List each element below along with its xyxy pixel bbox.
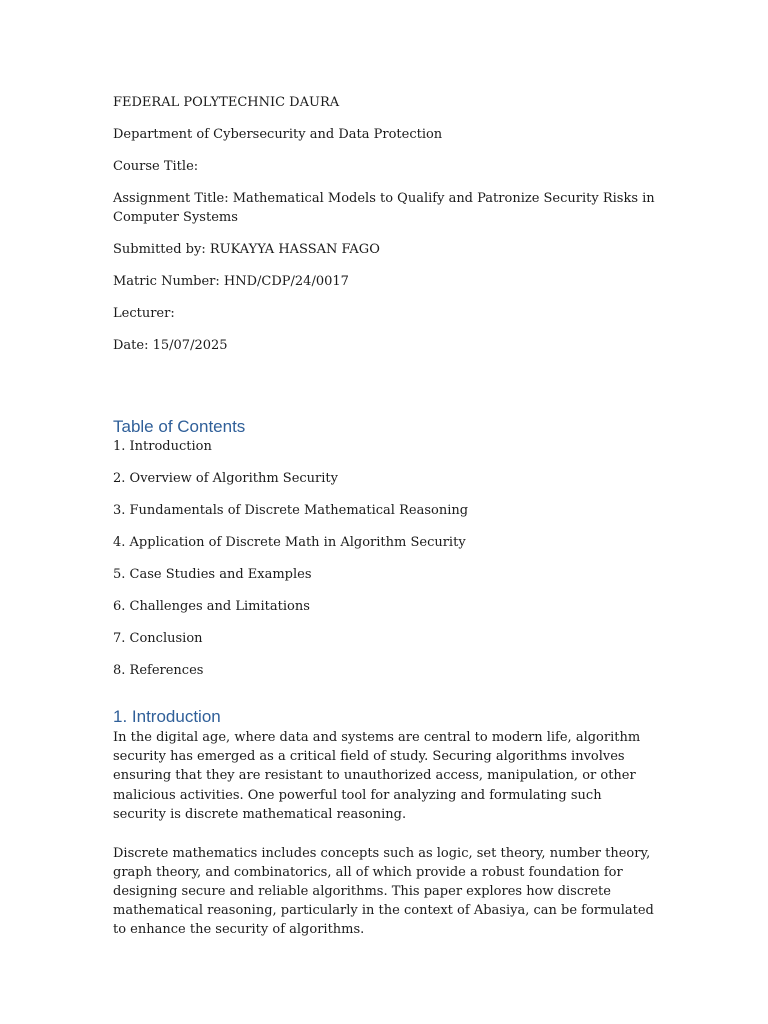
table-of-contents — [113, 416, 658, 681]
toc-item-overview: 2. Overview of Algorithm Security — [113, 470, 338, 486]
matric-number: Matric Number: HND/CDP/24/0017 — [113, 273, 349, 289]
toc-item-references: 8. References — [113, 662, 204, 678]
toc-item-fundamentals: 3. Fundamentals of Discrete Mathematical Reasoning — [113, 502, 469, 518]
cover-block — [113, 94, 658, 355]
toc-heading: Table of Contents — [113, 416, 246, 436]
institution-name: FEDERAL POLYTECHNIC DAURA — [113, 95, 340, 110]
section-spacer — [113, 369, 658, 416]
document-page — [113, 94, 658, 959]
assignment-title: Assignment Title: Mathematical Models to Qualify and Patronize Security Risks in Computer Systems — [113, 191, 655, 225]
toc-item-application: 4. Application of Discrete Math in Algorithm Security — [113, 534, 466, 550]
department-name: Department of Cybersecurity and Data Protection — [113, 127, 443, 142]
submitted-by: Submitted by: RUKAYYA HASSAN FAGO — [113, 241, 380, 257]
toc-item-case-studies: 5. Case Studies and Examples — [113, 566, 312, 582]
toc-item-challenges: 6. Challenges and Limitations — [113, 598, 310, 614]
course-title: Course Title: — [113, 159, 199, 174]
lecturer: Lecturer: — [113, 305, 175, 321]
introduction-section — [113, 706, 658, 940]
submission-date: Date: 15/07/2025 — [113, 337, 228, 353]
introduction-heading: 1. Introduction — [113, 707, 221, 726]
toc-item-conclusion: 7. Conclusion — [113, 630, 203, 646]
toc-item-introduction: 1. Introduction — [113, 438, 212, 454]
introduction-paragraph: Discrete mathematics includes concepts such as logic, set theory, number theory, graph theory, and combinatorics, all of which provide a robust foundation for designing secure and reliable algorithms. This paper explores how discrete mathematical reasoning, particularly in the context of Abasiya, can be formulated to enhance the security of algorithms. — [113, 845, 654, 938]
introduction-paragraph: In the digital age, where data and systems are central to modern life, algorithm security has emerged as a critical field of study. Securing algorithms involves ensuring that they are resistant to unauthorized access, manipulation, or other malicious activities. One powerful tool for analyzing and formulating such security is discrete mathematical reasoning. — [113, 730, 641, 822]
